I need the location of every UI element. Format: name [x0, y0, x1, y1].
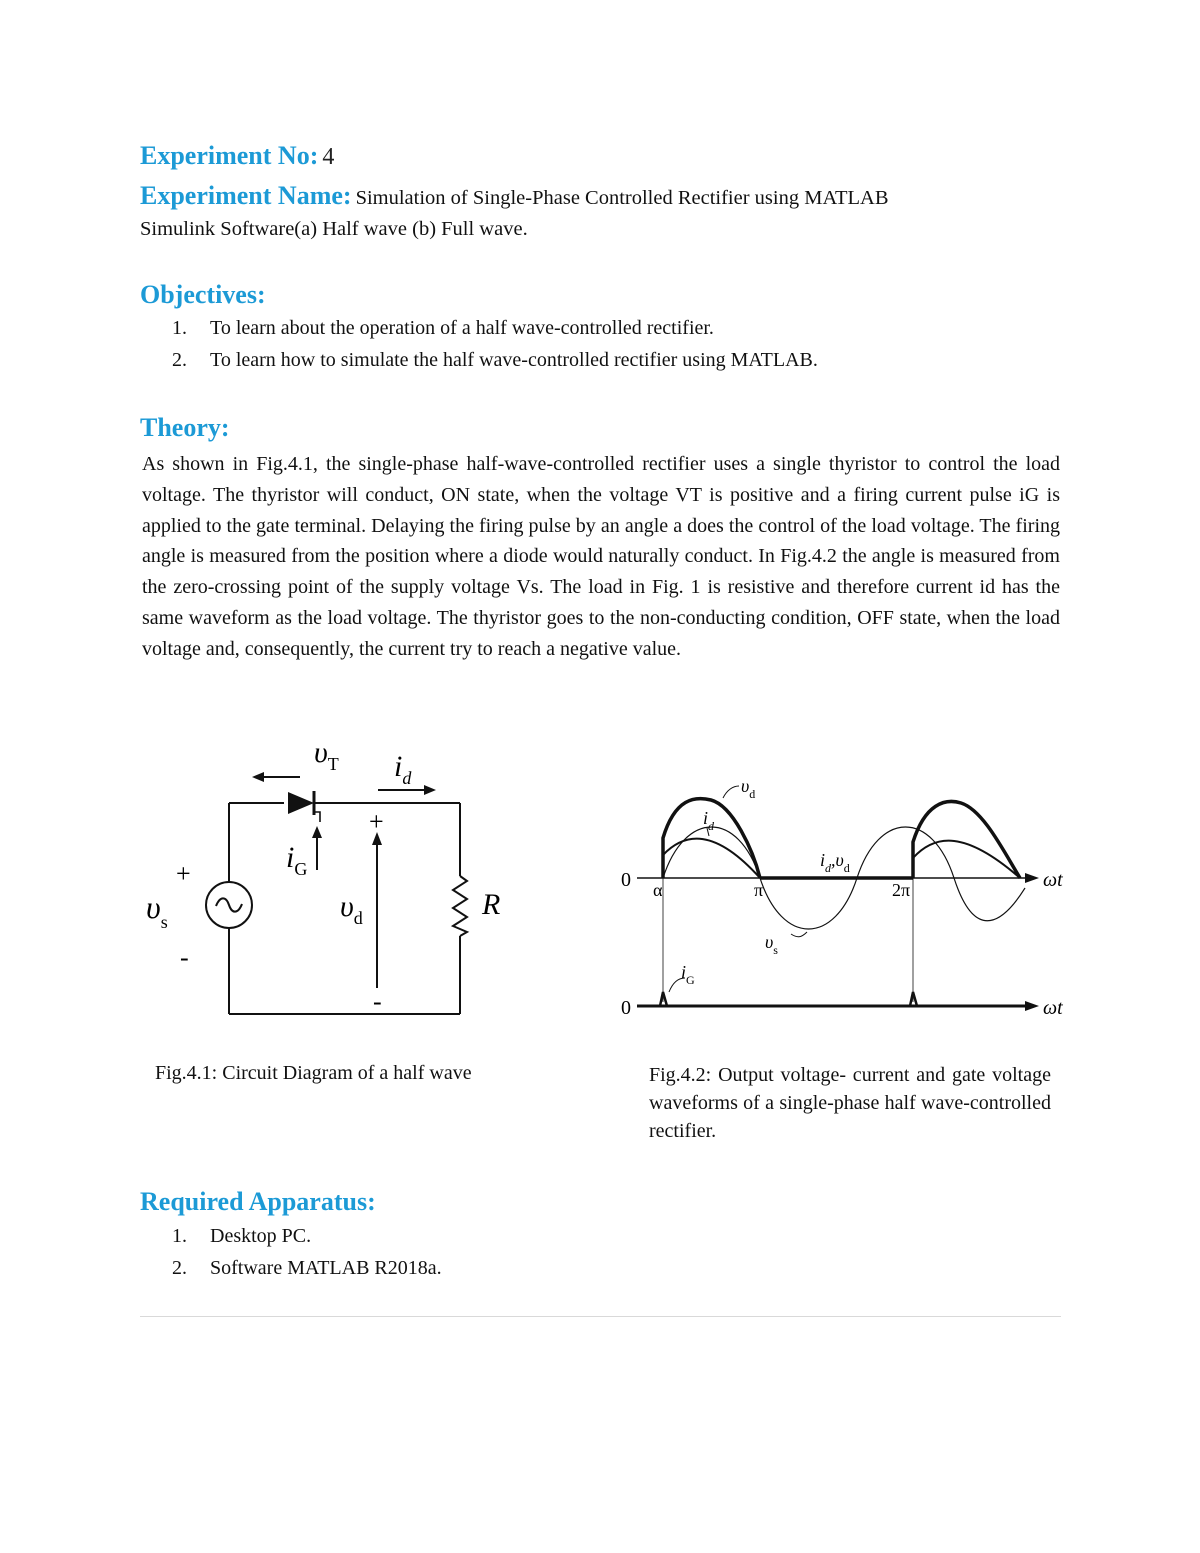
- resistor-symbol: [453, 876, 467, 936]
- theory-paragraph: As shown in Fig.4.1, the single-phase half-wave-controlled rectifier uses a single thyristor to control the load voltage. The thyristor will conduct, ON state, when the voltage VT is positive and a firing current pulse iG is applied to the gate terminal. Delaying the firing pulse by an angle a does the control of the load voltage. The firing angle is measured from the position where a diode would naturally conduct. In Fig.4.2 the angle is measured from the zero-crossing point of the supply voltage Vs. The load in Fig. 1 is resistive and therefore current id has the same waveform as the load voltage. The thyristor goes to the non-conducting condition, OFF state, when the load voltage and, consequently, the current try to reach a negative value.: [142, 453, 1060, 660]
- list-item-text: Desktop PC.: [210, 1225, 312, 1247]
- list-item-number: 1.: [172, 317, 187, 339]
- sine-symbol: [216, 898, 242, 911]
- label-id-vd: $i_d,\upsilon_d$: [820, 850, 850, 875]
- label-ig: $i_G$: [681, 962, 695, 987]
- vs-pointer: [791, 932, 807, 937]
- label-minus-source: -: [180, 943, 189, 972]
- list-item: [140, 344, 1070, 376]
- ig-pulse: [660, 992, 667, 1006]
- list-item-text: Software MATLAB R2018a.: [210, 1257, 442, 1279]
- label-minus-load: -: [373, 987, 382, 1016]
- label-ig: $i_G$: [286, 841, 308, 879]
- label-zero-upper: 0: [621, 869, 631, 891]
- id-waveform: [663, 839, 760, 878]
- thyristor-symbol: [288, 792, 314, 814]
- vd-pointer: [723, 786, 739, 798]
- experiment-name-value-line2: Simulink Software(a) Half wave (b) Full wave.: [140, 218, 528, 240]
- label-vd: $\upsilon_d$: [340, 890, 363, 928]
- list-item-number: 2.: [172, 1257, 187, 1279]
- arrowhead: [424, 785, 436, 795]
- list-item: [140, 1220, 740, 1252]
- waveform-diagram: [615, 770, 1075, 1025]
- label-vs: $\upsilon_s$: [765, 932, 778, 957]
- label-two-pi: 2π: [892, 880, 911, 900]
- label-pi: π: [754, 880, 764, 900]
- ig-pulse: [910, 992, 917, 1006]
- theory-heading: Theory:: [140, 413, 230, 442]
- label-vs: $\upsilon_s$: [146, 889, 168, 932]
- arrowhead: [252, 772, 264, 782]
- figure1-caption: Fig.4.1: Circuit Diagram of a half wave: [155, 1062, 472, 1084]
- objectives-heading: Objectives:: [140, 280, 266, 309]
- arrowhead: [1025, 1001, 1039, 1011]
- arrowhead: [1025, 873, 1039, 883]
- label-plus-load: +: [369, 807, 384, 836]
- list-item: [140, 312, 1070, 344]
- label-omega-t-lower: ωt: [1043, 997, 1063, 1019]
- label-r: R: [482, 888, 501, 921]
- objectives-list: [140, 312, 1070, 376]
- list-item-number: 2.: [172, 349, 187, 371]
- label-omega-t-upper: ωt: [1043, 869, 1063, 891]
- list-item-text: To learn how to simulate the half wave-controlled rectifier using MATLAB.: [210, 349, 818, 371]
- list-item-number: 1.: [172, 1225, 187, 1247]
- experiment-name-label: Experiment Name:: [140, 181, 352, 210]
- vd-waveform: [663, 799, 760, 878]
- experiment-name-line: [140, 181, 1070, 211]
- apparatus-list: [140, 1220, 740, 1284]
- label-alpha: α: [653, 880, 663, 900]
- id-waveform: [913, 841, 1020, 878]
- label-id: $i_d$: [703, 808, 715, 833]
- figure2-caption: Fig.4.2: Output voltage- current and gate voltage waveforms of a single-phase half wave-controlled rectifier.: [649, 1064, 1051, 1142]
- arrowhead: [312, 826, 322, 838]
- label-zero-lower: 0: [621, 997, 631, 1019]
- vd-waveform: [913, 801, 1020, 878]
- experiment-no-line: [140, 141, 334, 171]
- apparatus-heading: Required Apparatus:: [140, 1187, 376, 1216]
- experiment-no-value: 4: [322, 144, 335, 170]
- label-vd: $\upsilon_d$: [741, 776, 756, 801]
- label-id: $i_d$: [394, 750, 412, 788]
- page-divider: [140, 1316, 1061, 1317]
- label-vt: $\upsilon_T$: [314, 736, 339, 774]
- list-item-text: To learn about the operation of a half wave-controlled rectifier.: [210, 317, 714, 339]
- experiment-name-value-line1: Simulation of Single-Phase Controlled Rectifier using MATLAB: [355, 187, 889, 209]
- label-plus-source: +: [176, 859, 191, 888]
- circuit-diagram: [140, 730, 540, 1030]
- experiment-no-label: Experiment No:: [140, 141, 319, 170]
- list-item: [140, 1252, 740, 1284]
